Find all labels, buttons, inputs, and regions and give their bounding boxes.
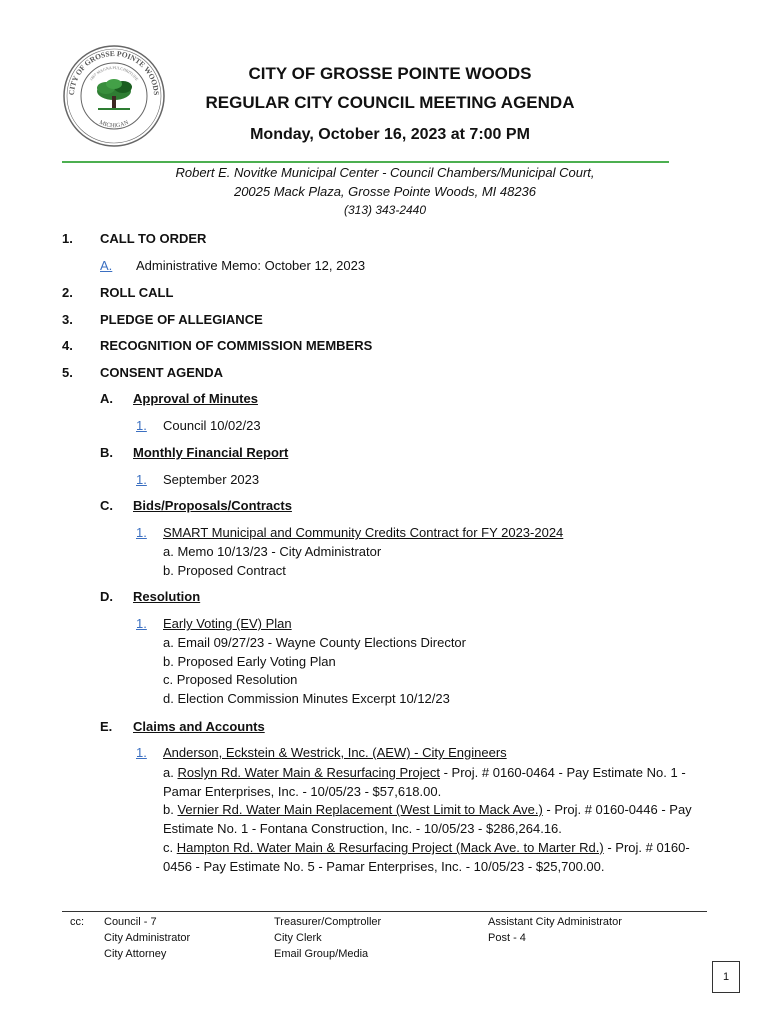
seal-inner-text: 1867 MAGNA PULCHRITUDE bbox=[88, 64, 140, 82]
claims-sub-a bbox=[163, 764, 713, 801]
voting-sub-d: d. Election Commission Minutes Excerpt 10/12/23 bbox=[163, 691, 450, 706]
contract-item: SMART Municipal and Community Credits Contract for FY 2023-2024 bbox=[163, 525, 564, 540]
tree-icon bbox=[97, 79, 132, 110]
footer-divider bbox=[62, 911, 707, 912]
claims-link[interactable]: 1. bbox=[136, 745, 147, 760]
section-4-number: 4. bbox=[62, 338, 73, 353]
cc-recipient: Post - 4 bbox=[488, 932, 526, 944]
page-number: 1 bbox=[712, 961, 740, 993]
voting-plan-item: Early Voting (EV) Plan bbox=[163, 616, 292, 631]
section-3-title: PLEDGE OF ALLEGIANCE bbox=[100, 312, 263, 327]
section-4-title: RECOGNITION OF COMMISSION MEMBERS bbox=[100, 338, 373, 353]
minutes-link[interactable]: 1. bbox=[136, 418, 147, 433]
cc-recipient: City Attorney bbox=[104, 948, 167, 960]
city-seal-logo bbox=[62, 44, 166, 148]
section-2-title: ROLL CALL bbox=[100, 285, 174, 300]
claims-sub-b-prefix: b. bbox=[163, 802, 178, 817]
minutes-item: Council 10/02/23 bbox=[163, 418, 261, 433]
financial-report-link[interactable]: 1. bbox=[136, 472, 147, 487]
memo-text: Administrative Memo: October 12, 2023 bbox=[136, 258, 366, 273]
subsection-c-title: Bids/Proposals/Contracts bbox=[133, 498, 292, 513]
cc-recipient: Treasurer/Comptroller bbox=[274, 916, 382, 928]
financial-report-item: September 2023 bbox=[163, 472, 260, 487]
voting-sub-c: c. Proposed Resolution bbox=[163, 672, 298, 687]
agenda-title: REGULAR CITY COUNCIL MEETING AGENDA bbox=[205, 93, 575, 112]
cc-recipient: Council - 7 bbox=[104, 916, 157, 928]
subsection-e-letter: E. bbox=[100, 719, 113, 734]
seal-ring-text: CITY OF GROSSE POINTE WOODS bbox=[66, 48, 162, 96]
section-5-number: 5. bbox=[62, 365, 73, 380]
subsection-e-title: Claims and Accounts bbox=[133, 719, 265, 734]
claims-sub-a-text: - Proj. # 0160-0464 - Pay Estimate No. 1 - Pamar Enterprises, Inc. - 10/05/23 - $57,618.00. bbox=[163, 765, 686, 799]
seal-bottom-text: MICHIGAN bbox=[98, 119, 130, 130]
hampton-project-link[interactable]: Hampton Rd. Water Main & Resurfacing Project (Mack Ave. to Marter Rd.) bbox=[176, 840, 604, 855]
claims-sub-a-prefix: a. bbox=[163, 765, 178, 780]
address-line-1: Robert E. Novitke Municipal Center - Council Chambers/Municipal Court, bbox=[175, 165, 595, 180]
subsection-b-title: Monthly Financial Report bbox=[133, 445, 289, 460]
cc-column-3 bbox=[488, 914, 622, 946]
contract-sub-b: b. Proposed Contract bbox=[163, 563, 286, 578]
voting-sub-b: b. Proposed Early Voting Plan bbox=[163, 654, 336, 669]
subsection-a-letter: A. bbox=[100, 391, 113, 406]
address-line-2: 20025 Mack Plaza, Grosse Pointe Woods, MI 48236 bbox=[233, 184, 537, 199]
header-divider bbox=[62, 161, 669, 163]
contract-link[interactable]: 1. bbox=[136, 525, 147, 540]
section-3-number: 3. bbox=[62, 312, 73, 327]
subsection-a-title: Approval of Minutes bbox=[133, 391, 258, 406]
section-1-title: CALL TO ORDER bbox=[100, 231, 207, 246]
claims-sub-c-prefix: c. bbox=[163, 840, 177, 855]
claims-item: Anderson, Eckstein & Westrick, Inc. (AEW) - City Engineers bbox=[163, 745, 507, 760]
vernier-project-link[interactable]: Vernier Rd. Water Main Replacement (West Limit to Mack Ave.) bbox=[177, 802, 543, 817]
document-title: CITY OF GROSSE POINTE WOODS bbox=[248, 64, 532, 83]
section-1-number: 1. bbox=[62, 231, 73, 246]
voting-sub-a: a. Email 09/27/23 - Wayne County Elections Director bbox=[163, 635, 466, 650]
subsection-c-letter: C. bbox=[100, 498, 113, 513]
cc-column-1 bbox=[104, 914, 190, 962]
cc-recipient: City Clerk bbox=[274, 932, 322, 944]
section-5-title: CONSENT AGENDA bbox=[100, 365, 224, 380]
claims-sub-b bbox=[163, 801, 713, 838]
phone-number: (313) 343-2440 bbox=[343, 203, 427, 217]
subsection-b-letter: B. bbox=[100, 445, 113, 460]
cc-recipient: Email Group/Media bbox=[274, 948, 369, 960]
contract-sub-a: a. Memo 10/13/23 - City Administrator bbox=[163, 544, 382, 559]
claims-sub-c-text: - Proj. # 0160-0456 - Pay Estimate No. 5 - Pamar Enterprises, Inc. - 10/05/23 - $25,700.00. bbox=[163, 840, 690, 874]
memo-link[interactable]: A. bbox=[100, 258, 113, 273]
subsection-d-letter: D. bbox=[100, 589, 113, 604]
cc-recipient: City Administrator bbox=[104, 932, 191, 944]
section-2-number: 2. bbox=[62, 285, 73, 300]
cc-column-2 bbox=[274, 914, 381, 962]
subsection-d-title: Resolution bbox=[133, 589, 201, 604]
svg-text:MICHIGAN bbox=[98, 120, 130, 130]
claims-sub-b-text: - Proj. # 0160-0446 - Pay Estimate No. 1 - Fontana Construction, Inc. - 10/05/23 - $286,264.16. bbox=[163, 802, 692, 836]
cc-recipient: Assistant City Administrator bbox=[488, 916, 622, 928]
cc-label: cc: bbox=[70, 916, 85, 928]
voting-plan-link[interactable]: 1. bbox=[136, 616, 147, 631]
roslyn-project-link[interactable]: Roslyn Rd. Water Main & Resurfacing Project bbox=[177, 765, 440, 780]
meeting-date: Monday, October 16, 2023 at 7:00 PM bbox=[250, 126, 530, 143]
claims-sub-c bbox=[163, 839, 713, 876]
